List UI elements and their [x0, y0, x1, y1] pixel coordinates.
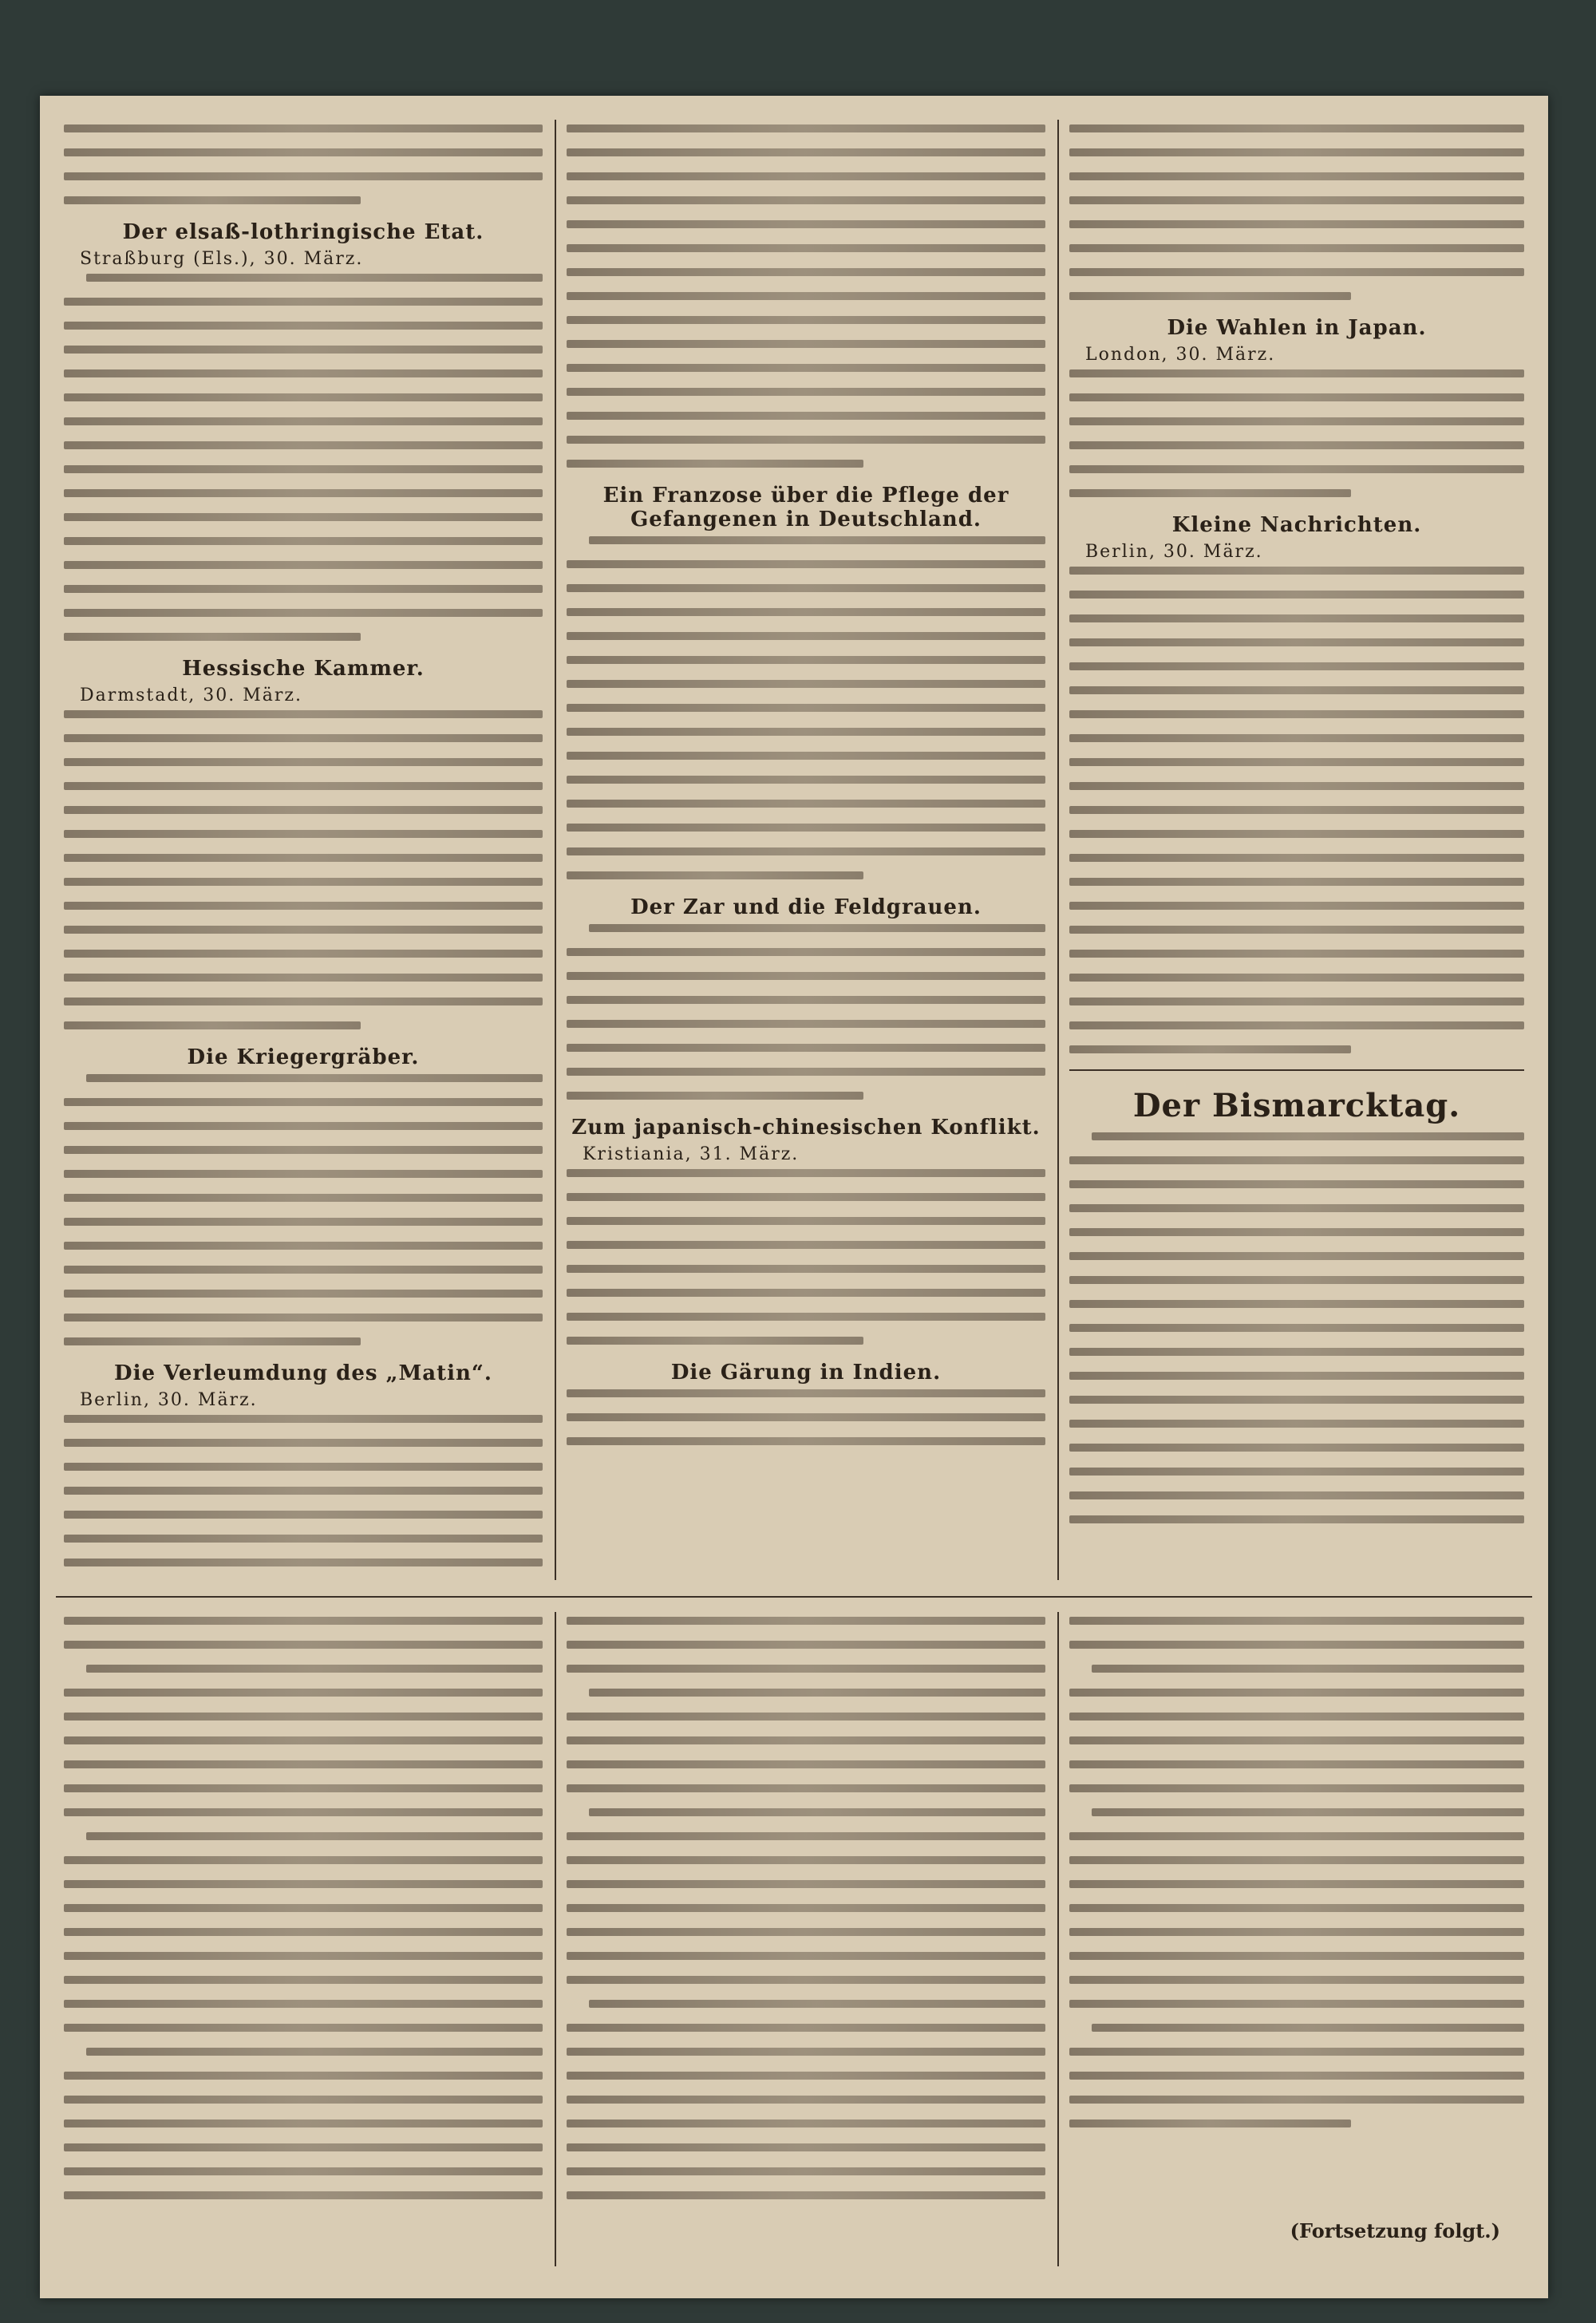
dateline: Berlin, 30. März. — [80, 1390, 258, 1410]
text-block — [1069, 1132, 1524, 1523]
text-block — [567, 536, 1045, 879]
feuilleton-column-1 — [64, 1612, 543, 2266]
text-block — [1069, 124, 1524, 300]
section-heading: Ein Franzose über die Pflege der Gefangenen in Deutschland. — [602, 484, 1009, 531]
feuilleton-column-2 — [567, 1612, 1045, 2266]
text-block — [567, 1617, 1045, 2199]
section-heading: Der Bismarcktag. — [1132, 1087, 1461, 1124]
section-heading: Der elsaß-lothringische Etat. — [122, 220, 484, 244]
column-rule — [555, 120, 556, 1580]
dateline: Darmstadt, 30. März. — [80, 685, 303, 705]
section-heading: Der Zar und die Feldgrauen. — [630, 895, 982, 919]
text-block — [64, 1415, 543, 1566]
section-heading: Hessische Kammer. — [182, 657, 425, 681]
text-block — [64, 710, 543, 1029]
text-block — [1069, 567, 1524, 1053]
column-1 — [64, 120, 543, 1580]
dateline: Berlin, 30. März. — [1085, 542, 1263, 562]
text-block — [567, 924, 1045, 1100]
text-block — [64, 274, 543, 641]
section-heading: Die Gärung in Indien. — [670, 1361, 942, 1385]
dateline: Straßburg (Els.), 30. März. — [80, 249, 364, 269]
section-heading: Kleine Nachrichten. — [1171, 513, 1422, 537]
text-block — [1069, 369, 1524, 497]
section-heading: Die Kriegergräber. — [187, 1045, 420, 1069]
feuilleton-divider — [56, 1596, 1532, 1598]
text-block — [567, 124, 1045, 468]
text-block — [64, 1074, 543, 1345]
text-block — [567, 1389, 1045, 1445]
column-rule — [1057, 120, 1059, 1580]
dateline: London, 30. März. — [1085, 345, 1276, 365]
text-block — [567, 1169, 1045, 1345]
column-3 — [1069, 120, 1524, 1580]
continuation-note: (Fortsetzung folgt.) — [1290, 2219, 1500, 2242]
section-rule — [1069, 1069, 1524, 1071]
column-2 — [567, 120, 1045, 1580]
text-block — [64, 1617, 543, 2199]
feuilleton-column-3 — [1069, 1612, 1524, 2218]
column-rule — [1057, 1612, 1059, 2266]
dateline: Kristiania, 31. März. — [583, 1144, 800, 1164]
newspaper-page — [40, 96, 1548, 2298]
text-block — [64, 124, 543, 204]
section-heading: Die Verleumdung des „Matin“. — [114, 1361, 492, 1385]
section-heading: Zum japanisch-chinesischen Konflikt. — [571, 1116, 1041, 1140]
text-block — [1069, 1617, 1524, 2127]
section-heading: Die Wahlen in Japan. — [1167, 316, 1427, 340]
column-rule — [555, 1612, 556, 2266]
